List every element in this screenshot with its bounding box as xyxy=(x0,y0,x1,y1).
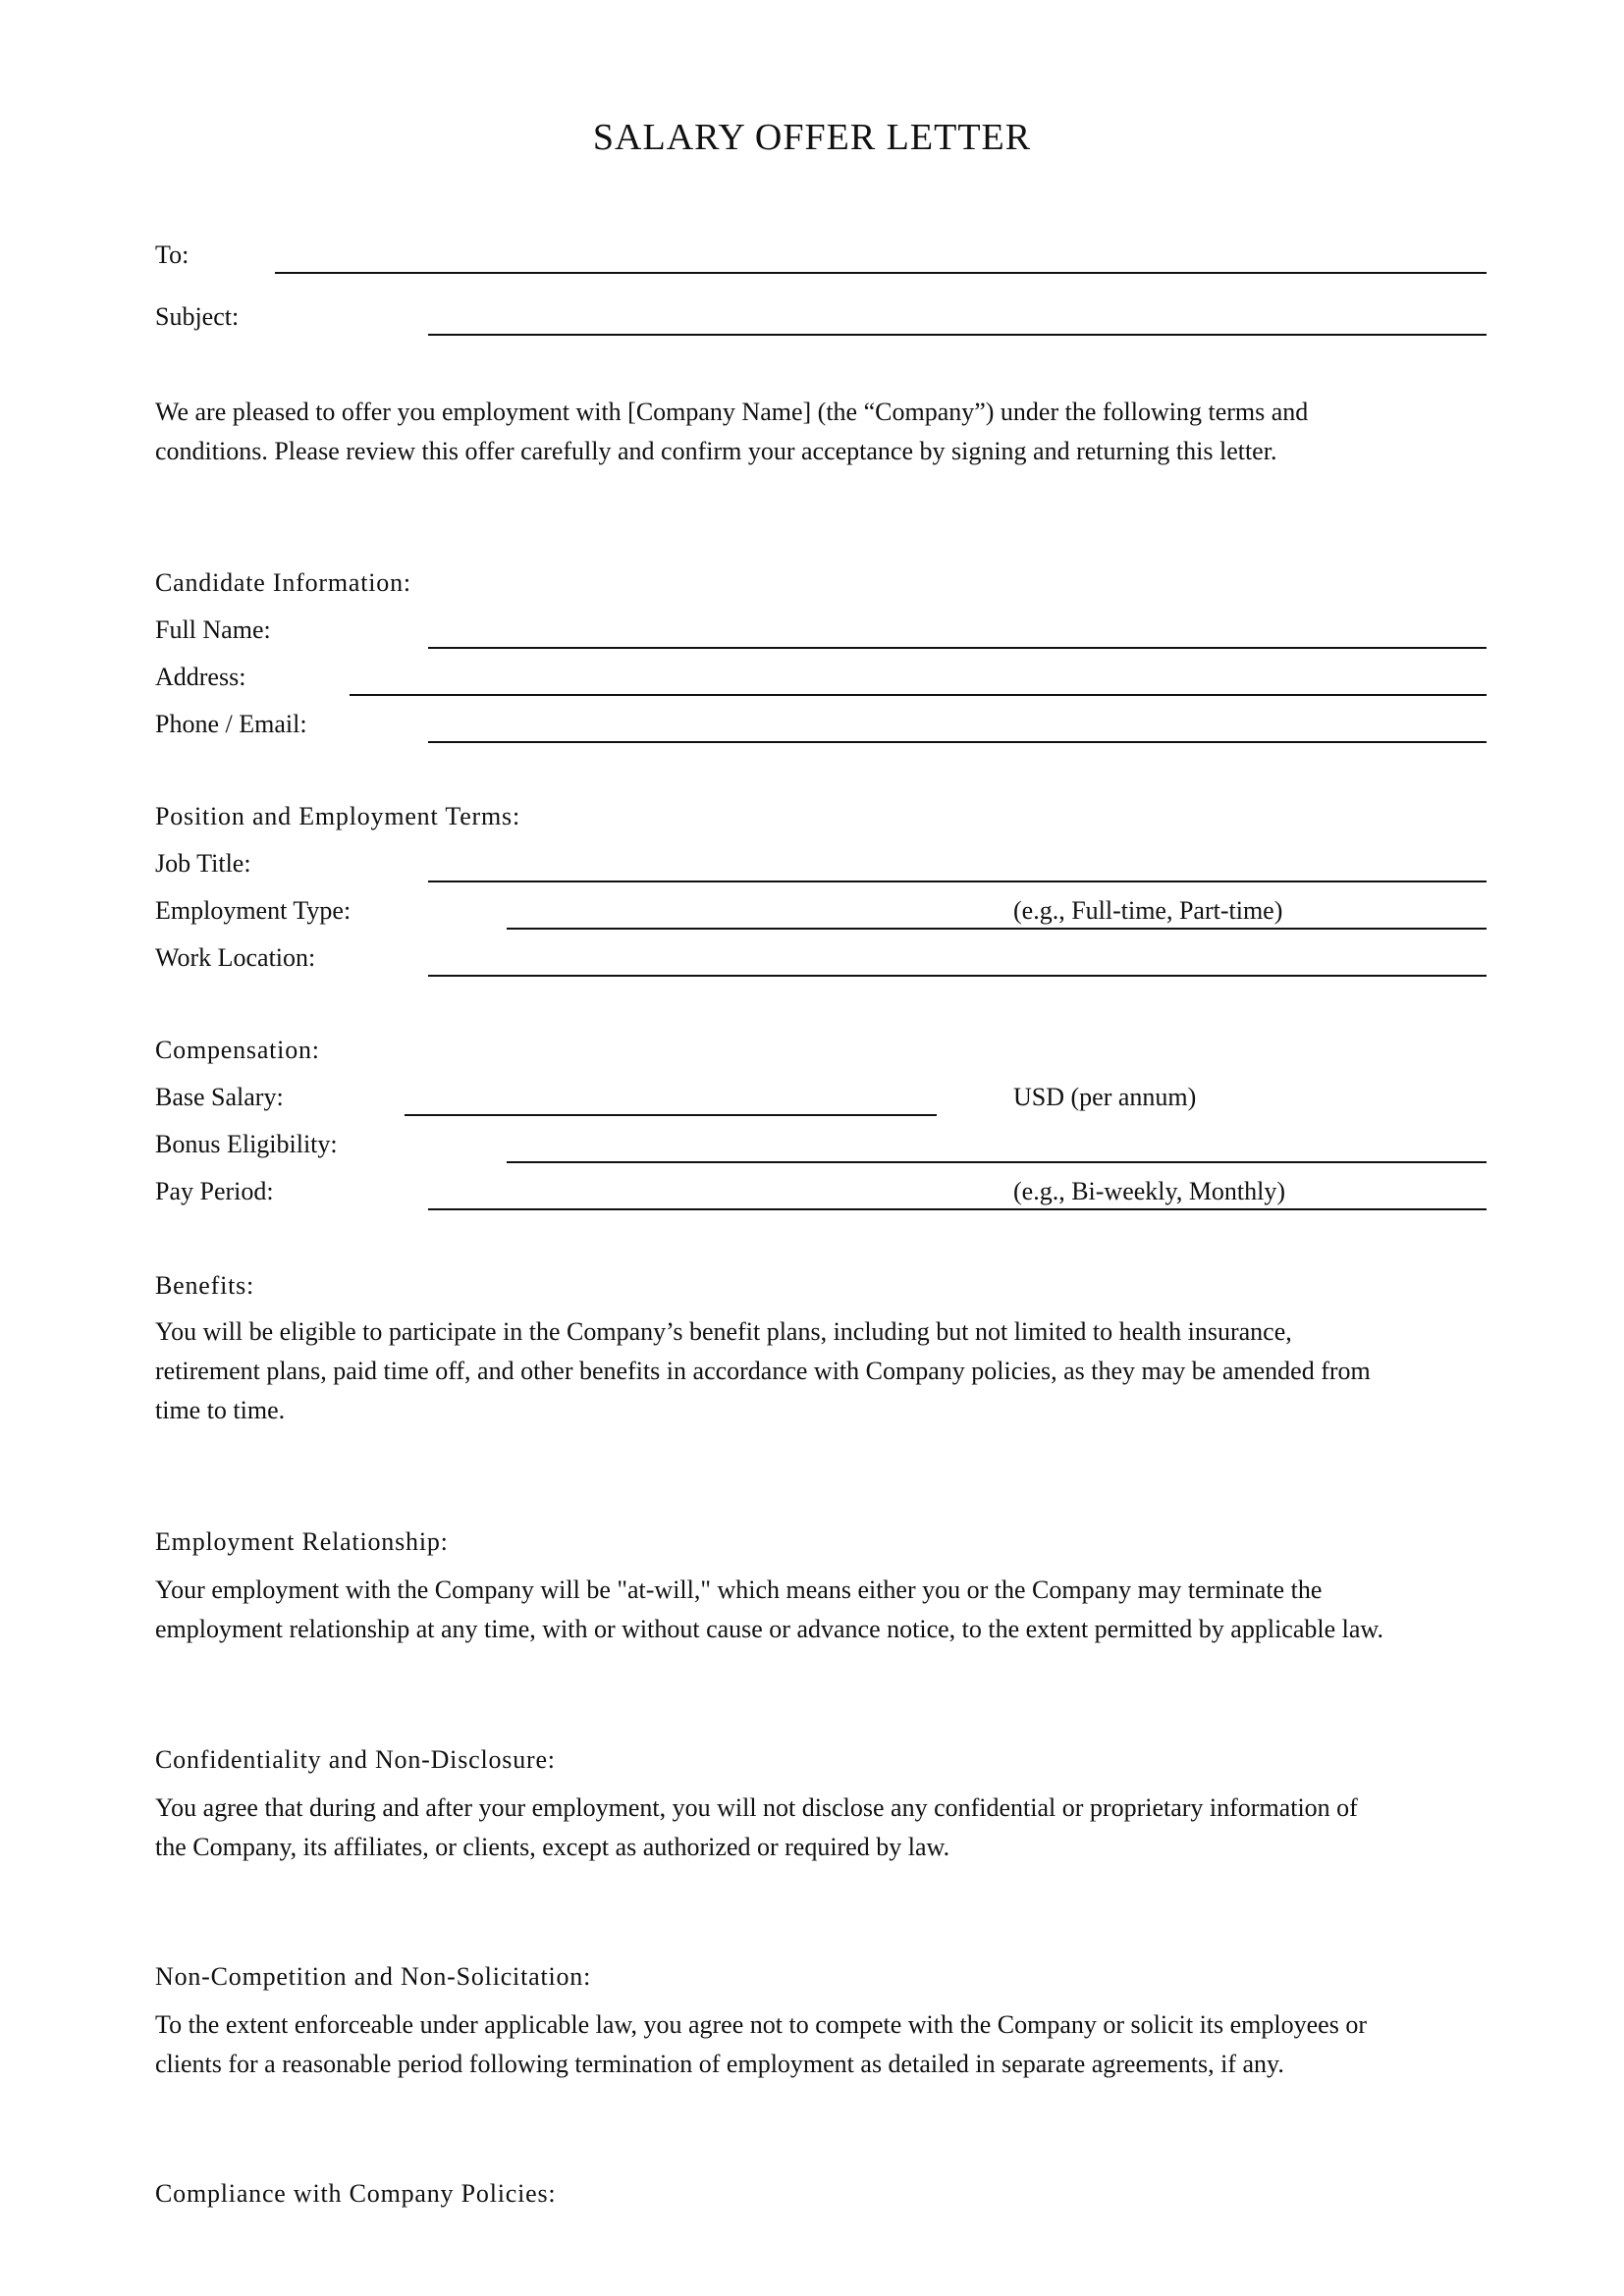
address-label: Address: xyxy=(155,663,246,691)
compensation-heading: Compensation: xyxy=(155,1036,320,1064)
employment-type-hint: (e.g., Full-time, Part-time) xyxy=(1013,896,1283,925)
job-title-field[interactable] xyxy=(428,881,1487,882)
phone-email-label: Phone / Email: xyxy=(155,710,307,738)
subject-field[interactable] xyxy=(428,334,1487,336)
employment-type-field[interactable] xyxy=(507,928,1487,930)
non-competition-line-1: To the extent enforceable under applicable law, you agree not to compete with the Company or solicit its employees or xyxy=(155,2010,1367,2039)
confidentiality-line-1: You agree that during and after your employment, you will not disclose any confidential or proprietary information of xyxy=(155,1793,1358,1822)
full-name-field[interactable] xyxy=(428,647,1487,649)
work-location-label: Work Location: xyxy=(155,943,316,972)
subject-label: Subject: xyxy=(155,302,240,331)
work-location-field[interactable] xyxy=(428,975,1487,977)
benefits-line-1: You will be eligible to participate in the Company’s benefit plans, including but not limited to health insurance, xyxy=(155,1317,1292,1346)
employment-relationship-line-2: employment relationship at any time, with or without cause or advance notice, to the extent permitted by applicable law. xyxy=(155,1615,1383,1643)
bonus-eligibility-label: Bonus Eligibility: xyxy=(155,1130,338,1158)
confidentiality-paragraph xyxy=(155,1789,1490,1867)
phone-email-field[interactable] xyxy=(428,741,1487,743)
base-salary-field[interactable] xyxy=(405,1114,937,1116)
pay-period-label: Pay Period: xyxy=(155,1177,274,1205)
employment-type-label: Employment Type: xyxy=(155,896,352,925)
pay-period-field[interactable] xyxy=(428,1208,1487,1210)
to-label: To: xyxy=(155,240,189,269)
intro-line-1: We are pleased to offer you employment with [Company Name] (the “Company”) under the following terms and xyxy=(155,398,1309,426)
non-competition-heading: Non-Competition and Non-Solicitation: xyxy=(155,1962,592,1991)
benefits-paragraph xyxy=(155,1312,1490,1430)
pay-period-hint: (e.g., Bi-weekly, Monthly) xyxy=(1013,1177,1286,1205)
non-competition-paragraph xyxy=(155,2005,1490,2084)
base-salary-label: Base Salary: xyxy=(155,1083,284,1111)
confidentiality-heading: Confidentiality and Non-Disclosure: xyxy=(155,1745,556,1774)
bonus-eligibility-field[interactable] xyxy=(507,1161,1487,1163)
base-salary-unit: USD (per annum) xyxy=(1013,1083,1197,1111)
intro-line-2: conditions. Please review this offer carefully and confirm your acceptance by signing and returning this letter. xyxy=(155,437,1277,465)
candidate-heading: Candidate Information: xyxy=(155,568,411,597)
position-heading: Position and Employment Terms: xyxy=(155,802,520,830)
job-title-label: Job Title: xyxy=(155,849,251,878)
address-field[interactable] xyxy=(350,694,1487,696)
to-field[interactable] xyxy=(275,272,1487,274)
employment-relationship-line-1: Your employment with the Company will be "at-will," which means either you or the Company may terminate the xyxy=(155,1575,1323,1604)
employment-relationship-heading: Employment Relationship: xyxy=(155,1527,449,1556)
employment-relationship-paragraph xyxy=(155,1571,1549,1649)
full-name-label: Full Name: xyxy=(155,615,271,644)
benefits-heading: Benefits: xyxy=(155,1271,255,1300)
document-title: SALARY OFFER LETTER xyxy=(592,117,1032,158)
benefits-line-2: retirement plans, paid time off, and other benefits in accordance with Company policies, as they may be amended from xyxy=(155,1357,1371,1385)
benefits-line-3: time to time. xyxy=(155,1396,286,1424)
confidentiality-line-2: the Company, its affiliates, or clients, except as authorized or required by law. xyxy=(155,1833,950,1861)
non-competition-line-2: clients for a reasonable period following termination of employment as detailed in separate agreements, if any. xyxy=(155,2050,1284,2078)
intro-paragraph xyxy=(155,393,1490,471)
compliance-heading: Compliance with Company Policies: xyxy=(155,2179,557,2208)
